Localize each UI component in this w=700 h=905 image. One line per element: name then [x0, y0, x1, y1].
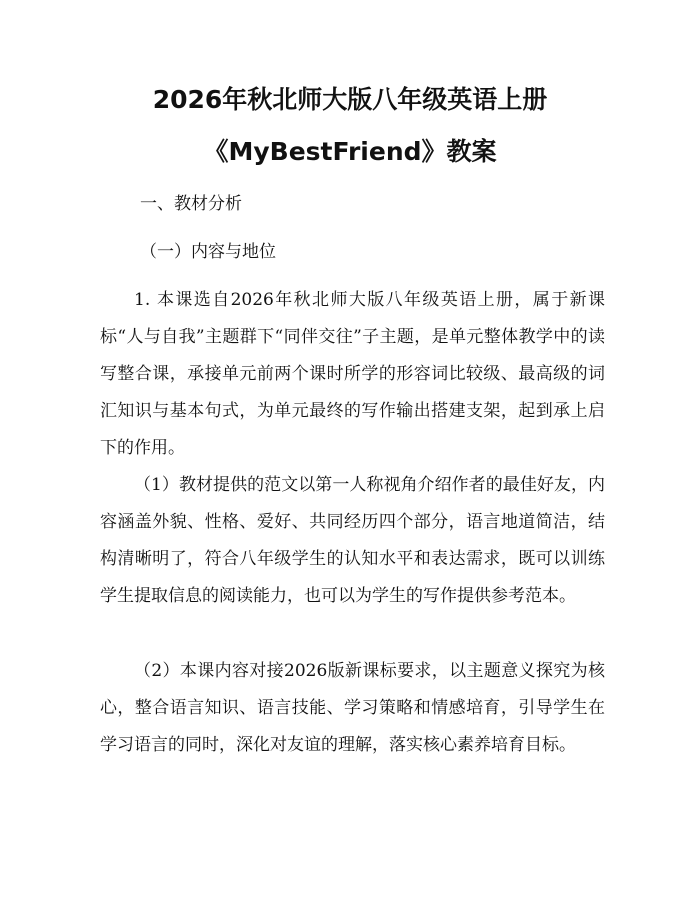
paragraph-3: （2）本课内容对接2026版新课标要求，以主题意义探究为核心，整合语言知识、语言技能、学习策略和情感培育，引导学生在学习语言的同时，深化对友谊的理解，落实核心素养培育目标。 — [100, 661, 605, 755]
paragraph-2: （1）教材提供的范文以第一人称视角介绍作者的最佳好友，内容涵盖外貌、性格、爱好、共同经历四个部分，语言地道简洁，结构清晰明了，符合八年级学生的认知水平和表达需求，既可以训练学生提取信息的阅读能力，也可以为学生的写作提供参考范本。 — [100, 475, 605, 606]
document-subtitle: 《MyBestFriend》教案 — [203, 137, 497, 166]
paragraph-1: 1. 本课选自2026年秋北师大版八年级英语上册，属于新课标“人与自我”主题群下“同伴交往”子主题，是单元整体教学中的读写整合课，承接单元前两个课时所学的形容词比较级、最高级的词汇知识与基本句式，为单元最终的写作输出搭建支架，起到承上启下的作用。 — [100, 290, 605, 458]
subsection-heading: （一）内容与地位 — [140, 242, 276, 262]
document-title: 2026年秋北师大版八年级英语上册 — [152, 85, 548, 114]
section-heading: 一、教材分析 — [140, 194, 242, 214]
